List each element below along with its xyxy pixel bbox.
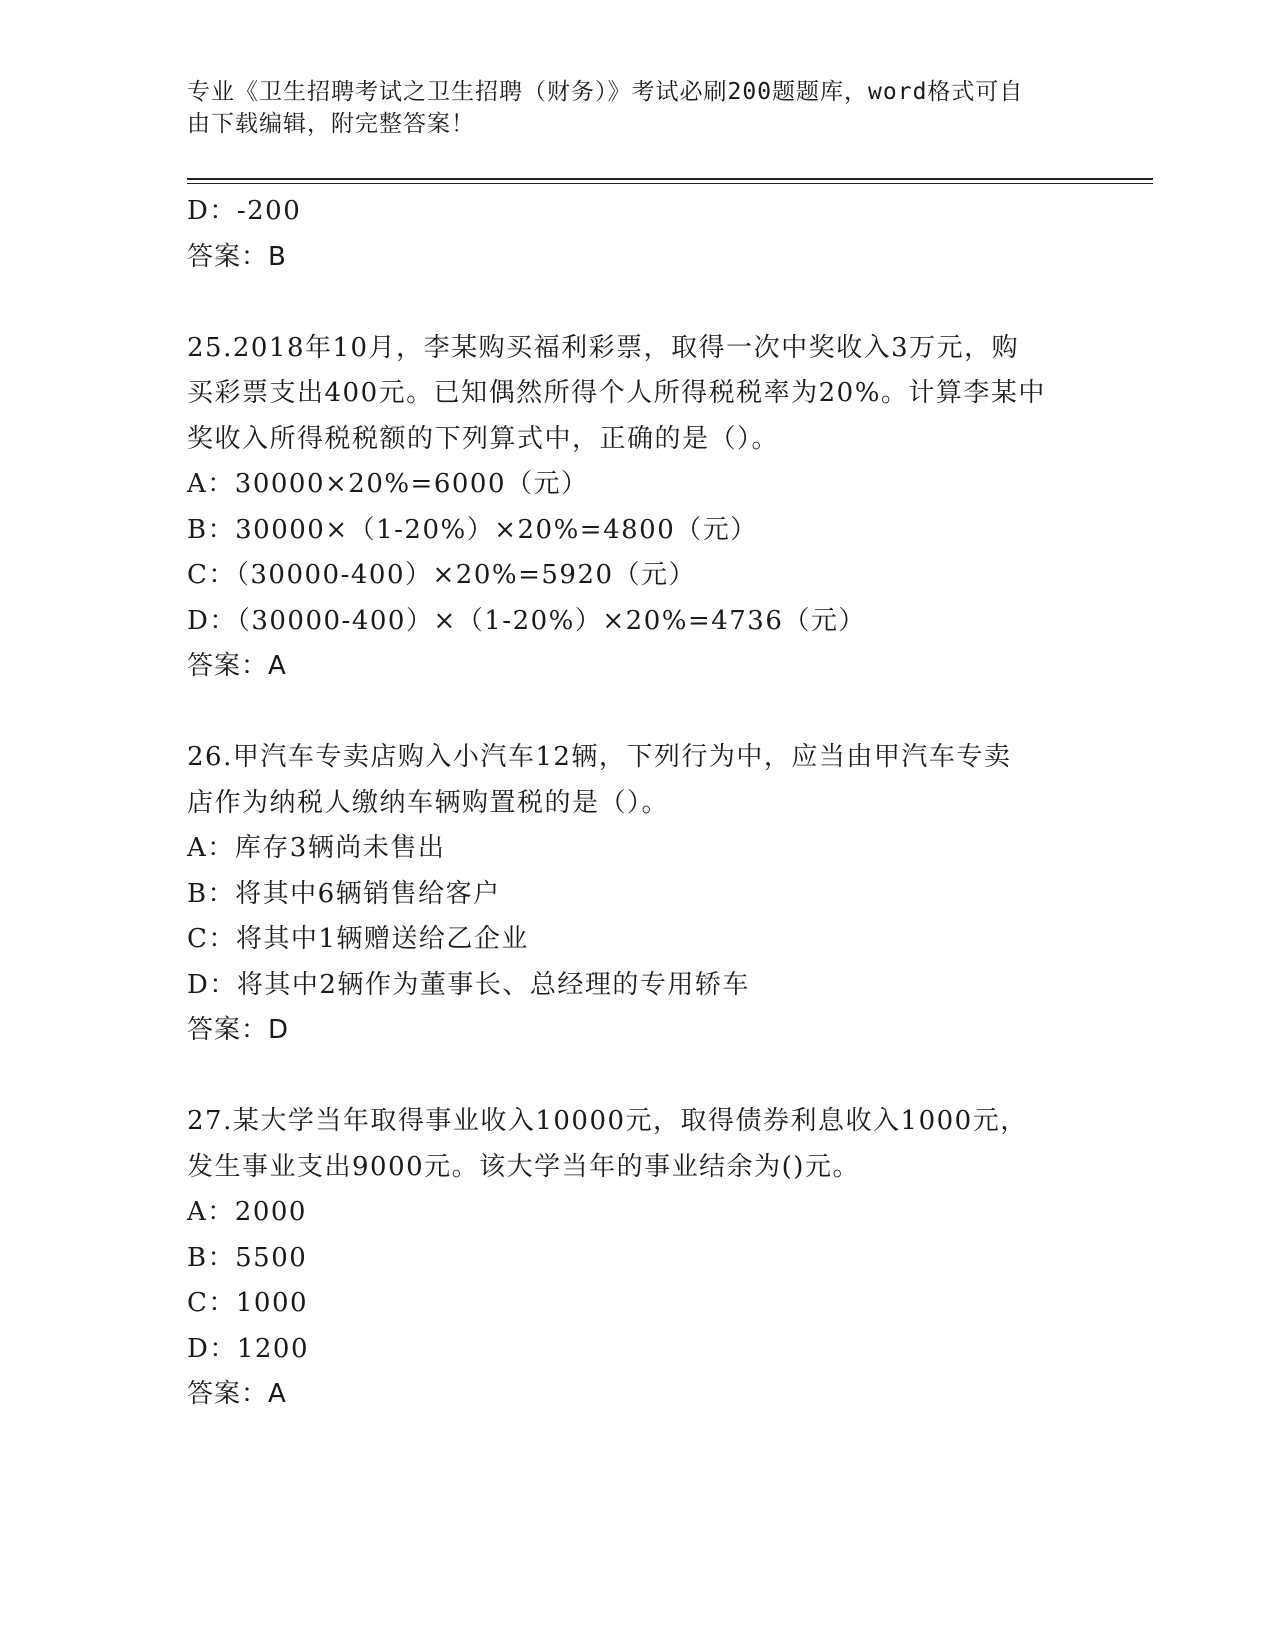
question-25 bbox=[187, 326, 1087, 690]
question-stem-line: 25.2018年10月，李某购买福利彩票，取得一次中奖收入3万元，购 bbox=[187, 332, 1020, 363]
header-line-2: 由下载编辑，附完整答案！ bbox=[187, 111, 475, 137]
question-stem-line: 发生事业支出9000元。该大学当年的事业结余为()元。 bbox=[187, 1151, 860, 1182]
option-b: B：30000×（1-20%）×20%=4800（元） bbox=[187, 514, 758, 545]
answer-line: 答案：D bbox=[187, 1015, 290, 1045]
previous-question-fragment bbox=[187, 189, 1087, 280]
spacer bbox=[187, 1054, 1087, 1100]
option-a: A：2000 bbox=[187, 1197, 307, 1227]
option-d: D：-200 bbox=[187, 196, 302, 226]
question-stem-line: 27.某大学当年取得事业收入10000元，取得债券利息收入1000元， bbox=[187, 1106, 1028, 1136]
option-d: D：（30000-400）×（1-20%）×20%=4736（元） bbox=[187, 605, 866, 636]
option-c: C：（30000-400）×20%=5920（元） bbox=[187, 560, 697, 590]
document-header bbox=[187, 76, 1077, 140]
option-c: C：1000 bbox=[187, 1288, 309, 1318]
option-d: D：1200 bbox=[187, 1333, 310, 1364]
answer-line: 答案：B bbox=[187, 241, 287, 272]
question-stem-line: 奖收入所得税税额的下列算式中，正确的是（）。 bbox=[187, 423, 780, 454]
option-a: A：30000×20%=6000（元） bbox=[187, 469, 589, 499]
question-stem-line: 26.甲汽车专卖店购入小汽车12辆，下列行为中，应当由甲汽车专卖 bbox=[187, 742, 1012, 772]
question-27 bbox=[187, 1099, 1087, 1418]
option-d: D：将其中2辆作为董事长、总经理的专用轿车 bbox=[187, 969, 750, 1000]
question-list bbox=[187, 189, 1087, 1418]
option-b: B：将其中6辆销售给客户 bbox=[187, 878, 501, 909]
answer-line: 答案：A bbox=[187, 651, 287, 681]
question-stem-line: 店作为纳税人缴纳车辆购置税的是（）。 bbox=[187, 787, 670, 818]
option-b: B：5500 bbox=[187, 1242, 308, 1273]
header-divider-thick bbox=[187, 178, 1153, 180]
header-divider-thin bbox=[187, 183, 1153, 184]
question-26 bbox=[187, 735, 1087, 1054]
spacer bbox=[187, 280, 1087, 326]
spacer bbox=[187, 690, 1087, 736]
option-a: A：库存3辆尚未售出 bbox=[187, 833, 446, 863]
question-stem-line: 买彩票支出400元。已知偶然所得个人所得税税率为20%。计算李某中 bbox=[187, 378, 1046, 408]
header-line-1: 专业《卫生招聘考试之卫生招聘（财务）》考试必刷200题题库，word格式可自 bbox=[187, 79, 1024, 105]
answer-line: 答案：A bbox=[187, 1379, 287, 1409]
option-c: C：将其中1辆赠送给乙企业 bbox=[187, 924, 529, 954]
